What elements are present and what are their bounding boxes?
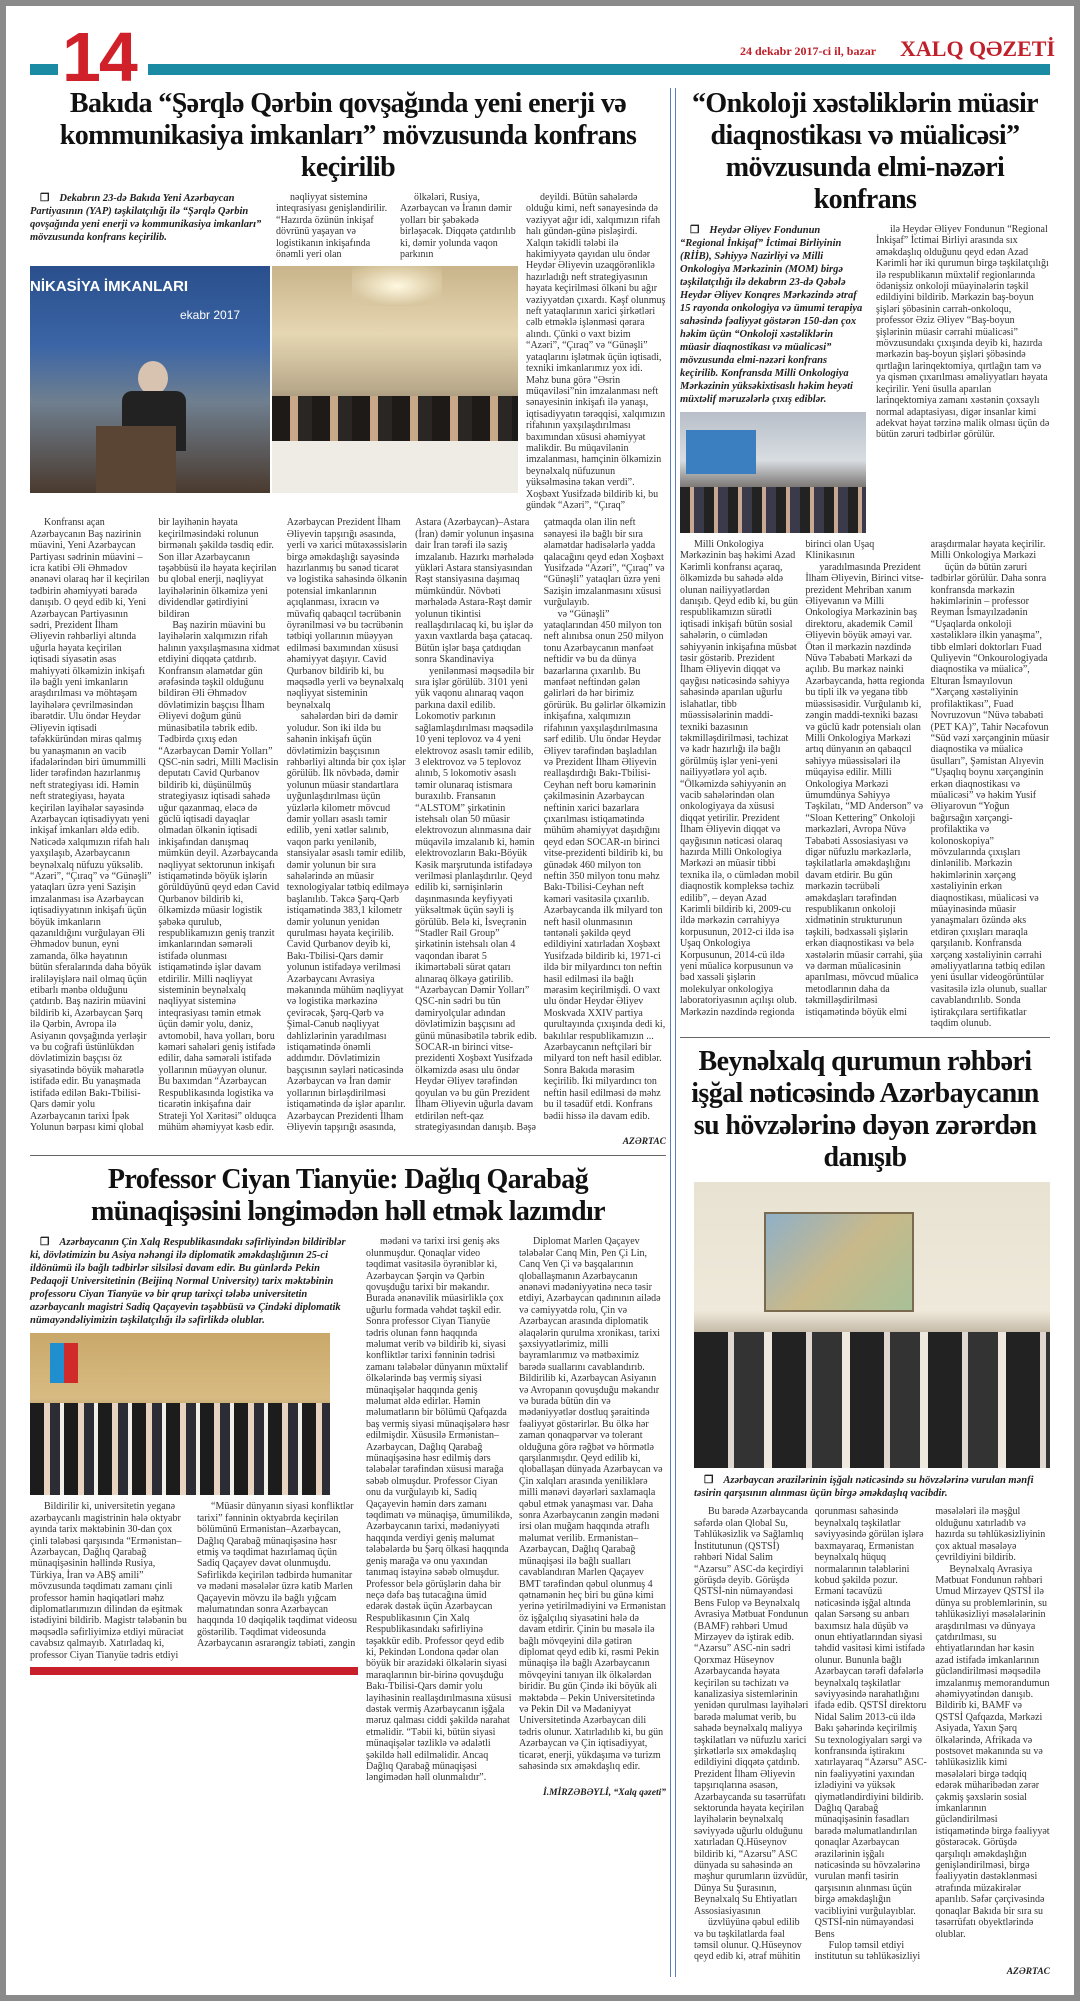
paragraph: və “Günəşli” yataqlarından 450 milyon ton neft alınıbsa onun 250 milyon tonu Azərbaycanın mənfəət neftidir və bu da dünya bazarlarına çıxarılıb. Bu mənfəət neftindən gələn gəlirləri də hər birimiz görürük. Bu gəlirlər ölkəmizin inkişafına, xalqımızın rifahının yaxşılaşdırılmasına sərf edilib. Ulu öndər Heydər Əliyev tərəfindən başladılan və Prezident İlham Əliyevin reallaşdırdığı Bakı-Tbilisi-Ceyhan neft boru kəmərinin çəkilməsinin Azərbaycan neftinin xarici bazarlara çıxarılması istiqamətində mühüm əhəmiyyət daşıdığını qeyd edən SOCAR-ın birinci vitse-prezidenti bildirib ki, bu günədək 460 milyon ton neftin 350 milyon tonu məhz Bakı-Tbilisi-Ceyhan neft kəməri vasitəsilə çıxarılıb. Azərbaycanda ilk milyard ton neft hasil olunmasının təntənəli şəkildə qeyd edildiyini xatırladan Xoşbəxt Yusifzadə bildirib ki, 1971-ci ildə bir milyardıncı ton neftin hasil edilməsi ilə bağlı mərasim keçirilmişdi. O vaxt ulu öndər Heydər Əliyev Moskvada XXIV partiya qurultayında çıxışında dedi ki, bakılılar respublikamızın ... Azərbaycanın neftçiləri bir milyard ton neft hasil ediblər. Sonra Bakıda mərasim keçirilib. İki milyardıncı ton neftin hasil edilməsi də məhz bu il təsadüf etdi. Konfrans bədii hissə ilə davam edib.	[543, 608, 666, 1122]
chandelier	[352, 266, 442, 306]
article1-title: Bakıda “Şərqlə Qərbin qovşağında yeni enerji və kommunikasiya imkanları” mövzusunda konfrans keçirilib	[59, 88, 637, 183]
paragraph: ilə Heydər Əliyev Fondunun “Regional İnkişaf” İctimai Birliyi arasında sıx əməkdaşlıq olduğunu qeyd edən Azad Kərimli hər iki qurumun birgə təşkilatçılığı ilə respublikanın müxtəlif regionlarında ödənişsiz onkoloji müayinələrin təşkil edildiyini bildirib. Mərkəzin baş-boyun şişləri şöbəsinin cərrah-onkoloqu, professor Əziz Əliyev “Baş-boyun şişlərinin müasir cərrahi müalicəsi” mövzusundakı çıxışında deyib ki, hazırda mərkəzin baş-boyun şişləri şöbəsində qırtlağın larinqektomiya, qırtlağın tam və ya qismən çıxarılması əməliyyatları həyata keçirilir. Yeni üsulla aparılan larinqektomiya zamanı xəstənin çoxsaylı normal adaptasiyası, digər insanlar kimi adekvat həyat tərzinə malik olması üçün də bütün zəruri tədbirlər görülür.	[876, 224, 1050, 441]
paragraph: üzvlüyünə qəbul edilib və bu təşkilatlarda fəal təmsil olunur. Q.Hüseynov qeyd edib ki, ətraf mühitin qorunması sahəsində beynəlxalq təşkilatlar səviyyəsində görülən işlərə baxmayaraq, Ermənistan beynəlxalq hüquq normalarının tələblərini kobud şəkildə pozur. Erməni təcavüzü nəticəsində işğal altında qalan Sərsəng su anbarı baxımsız hala düşüb və onun ehtiyatlarından siyasi təhdid vasitəsi kimi istifadə olunur. Bununla bağlı Azərbaycan tərəfi dəfələrlə beynəlxalq təşkilatlar səviyyəsində narahatlığını ifadə edib. QSTSİ direktoru Nidal Salim 2013-cü ildə Bakı şəhərində keçirilmiş Su texnologiyaları sərgi və konfransında iştirakını xatırlayaraq “Azərsu” ASC-nin fəaliyyətini yaxından izlədiyini və yüksək qiymətləndirdiyini bildirib. Dağlıq Qarabağ münaqişəsinin fəsadları barədə məlumatlandırılan qonaqlar Azərbaycan ərazilərinin işğalı nəticəsində su hövzələrinə vurulan mənfi təsirin qarşısının alınması üçün birgə əməkdaşlığın vacibliyini vurğulayıblar. QSTSİ-nin nümayəndəsi Bens	[694, 1506, 927, 1963]
article1-top-left	[30, 192, 518, 511]
divider	[30, 1155, 666, 1156]
paragraph: Bildirilir ki, universitetin yeganə azərbaycanlı magistrinin hələ oktyabr ayında tarix məktəbinin 30-dan çox çinli tələbəsi qarşısında “Ermənistan–Azərbaycan, Dağlıq Qarabağ münaqişəsinin həllində Rusiya, Türkiya, İran və ABŞ amili” mövzusunda təqdimatı zamanı çinli professor həmin həqiqətləri məhz diplomatlarımızın dilindən də eşitmək istədiyini bildirib. Magistr tələbənin bu məqsədlə səfirliyimizə etdiyi müraciət cavabsız qalmayıb. Xatırladaq ki, professor Ciyan Tianyüe tədris etdiyi	[30, 1501, 187, 1661]
article2-top-left	[680, 224, 866, 533]
podium	[96, 426, 176, 493]
paragraph: nəqliyyat sisteminə inteqrasiyası genişləndirilir. “Hazırda özünün inkişaf dövrünü yaşayan və logistikanın inkişafında önəmli yeri olan	[276, 192, 388, 261]
article3-signature: AZƏRTAC	[1006, 1966, 1050, 1977]
article1-lead-row	[30, 192, 518, 260]
article2-body	[680, 539, 1050, 1029]
paragraph: üçün də bütün zəruri tədbirlər görülür. Daha sonra konfransda mərkəzin həkimlərinin – professor Reyman İsmayılzadənin “Uşaqlarda onkoloji xəstəliklərə ilkin yanaşma”, tibb elmləri doktorları Fuad Quliyevin “Onkourologiyada diaqnostika və müalicə”, Elturan İsmayılovun “Xərçəng xəstəliyinin profilaktikası”, Fuad Novruzovun “Nüvə təbabəti (PET KA)”, Tahir Nəcəfovun “Süd vəzi xərçənginin müasir diaqnostika və müalicə üsulları”, Şəmistan Alıyevin “Uşaqlıq boynu xərçənginin erkən diaqnostikası və müalicəsi” və həkim Yusif Əliyarovun “Yoğun bağırsağın xərçəngi-profilaktika və kolonoskopiya” mövzularında çıxışları dinlənilib. Mərkəzin həkimlərinin xərçəng xəstəliyinin erkən diaqnostikası, müalicəsi və müayinəsində müasir yanaşmaları özündə əks etdirən çıxışları maraqla qarşılanıb. Konfransda xərçəng xəstəliyinin cərrahi əməliyyatlarına tətbiq edilən yeni üsullar videogörüntülər vasitəsilə izlə olunub, suallar cavablandırılıb. Sonda iştirakçılara sertifikatlar təqdim olunub.	[930, 561, 1050, 1030]
audience	[680, 487, 866, 533]
article2-photo	[680, 412, 866, 533]
paragraph: yenilənməsi məqsədilə bir sıra işlər görülüb. 3101 yeni yük vaqonu alınaraq vaqon parkına daxil edilib. Lokomotiv parkının sağlamlaşdırılması məqsədilə 10 yeni teplovoz və 4 yeni elektrovoz əsaslı təmir edilib, 3 elektrovoz və 5 teplovoz alınıb, 5 lokomotiv əsaslı təmir olunaraq istismara buraxılıb. Fransanın “ALSTOM” şirkətinin istehsalı olan 50 müasir elektrovozun alınmasına dair müqavilə imzalanıb ki, həmin elektrovozların Bakı-Böyük Kəsik marşrutunda istifadəyə verilməsi planlaşdırılır. Qeyd edilib ki, sərnişinlərin daşınmasında keyfiyyəti yüksəltmək üçün səyli iş görülüb. Belə ki, İsveçrənin “Stadler Rail Group” şirkətinin istehsalı olan 4 vaqondan ibarət 5 ikimərtəbəli sürət qatarı alınaraq ölkəyə gətirilib. “Azərbaycan Dəmir Yolları” QSC-nin sədri bu tün dəmiryolçular adından dövlətimizin başçısını ad günü münasibətilə təbrik edib. SOCAR-ın birinci vitse-prezidenti Xoşbəxt Yusifzadə ölkəmizdə əsası ulu öndər Heydər Əliyev tərəfindən qoyulan və bu gün Prezident İlham Əliyevin uğurla davam etdirilən neft-qaz strategiyasından danışıb. Bəşə çatmaqda olan ilin neft sənayesi ilə bağlı bir sıra əlamətdar hadisələrlə yadda qalacağını qeyd edən Xoşbəxt Yusifzadə “Azəri”, “Çıraq” və “Günəşli” yataqları üzrə yeni Sazişin imzalanmasını xüsusi vurğulayıb.	[415, 517, 665, 1133]
bullet-icon: ❒	[690, 225, 700, 236]
article1	[30, 88, 666, 1147]
issue-date: 24 dekabr 2017-ci il, bazar	[740, 44, 877, 58]
paragraph: mədəni və tarixi irsi geniş əks olunmuşdur. Qonaqlar video təqdimat vasitəsilə öyrəniblər ki, Azərbaycan Şərqin və Qərbin qovuşduğu tarixi bir məkandır. Burada ənənəvilik müasirliklə çox uğurlu formada vəhdət təşkil edir. Sonra professor Ciyan Tianyüe tədris olunan fənn haqqında məlumat verib və bildirib ki, siyasi konfliktlər tarixi fənninin tədrisi zamanı tələbələr dünyanın müxtəlif ölkələrində baş vermiş siyasi münaqişələr haqqında geniş məlumat əldə edirlər. Həmin məlumatların bir bölümü Qafqazda baş vermiş siyasi münaqişələrə həsr edilmişdir. Xüsusilə Ermənistan–Azərbaycan, Dağlıq Qarabağ münaqişəsinə həsr edilmiş dərs tələbələr tərəfindən xüsusi marağa səbəb olmuşdur. Professor Ciyan onu da vurğulayıb ki, Sadiq Qaçayevin həmin dərs zamanı təqdimatı və münaqişə, ümumilikdə, Azərbaycanın tarixi, mədəniyyəti haqqında verdiyi geniş məlumat tələbələrdə bu Şərq ölkəsi haqqında geniş marağa və onu yaxından tanımaq istəyinə səbəb olmuşdur. Professor belə görüşlərin daha bir neçə dəfə baş tutacağına ümid edərək dəstək üçün Azərbaycan Respublikasının Çin Xalq Respublikasındakı səfirliyinə təşəkkür edib. Professor qeyd edib ki, Pekindən Londona qədər olan böyük bir ərazidəki ölkələrin siyasi maraqlarının bir-birinə qovuşduğu Bakı-Tbilisi-Qars dəmir yolu layihəsinin reallaşdırılmasına xüsusi dəstək vermiş Azərbaycanın işğala məruz qalması ciddi şəkildə narahat etməlidir. “Təbii ki, bütün siyasi münaqişələr təzliklə və ədalətli şəkildə həll edilməlidir. Ancaq Dağlıq Qarabağ münaqişəsi ləngimədən həll olunmalıdır”.	[366, 1236, 513, 1784]
article4-signature: İ.MİRZƏBƏYLİ, “Xalq qəzeti”	[543, 1787, 666, 1798]
group-of-people	[694, 1332, 1050, 1468]
article4-left	[30, 1236, 358, 1798]
tables	[272, 441, 518, 493]
article4-grid	[30, 1236, 666, 1798]
masthead-logo: XALQ QƏZETİ	[900, 36, 1056, 61]
paragraph: “Müasir dünyanın siyasi konfliktlər tarixi” fənninin oktyabrda keçirilən bölümünü Ermənistan–Azərbaycan, Dağlıq Qarabağ münaqişəsinə həsr etmiş və təqdimat hazırlamaq üçün Sadiq Qaçayev dəvət olunmuşdu. Səfirlikdə keçirilən tədbirdə humanitar və mədəni məsələlər üzrə katib Marlen Qaçayevin mövzu ilə bağlı yığcam məlumatından sonra Azərbaycan haqqında 10 dəqiqəlik təqdimat videosu göstərilib. Təqdimat videosunda Azərbaycanın əsrarəngiz təbiəti, zəngin	[197, 1501, 357, 1650]
speaker-head	[138, 361, 168, 395]
article4-right	[366, 1236, 666, 1798]
column-divider	[670, 88, 676, 1977]
article4-left-cols	[30, 1501, 358, 1661]
paragraph: yaradılmasında Prezident İlham Əliyevin, Birinci vitse-prezident Mehriban xanım Əliyevanın və Milli Onkologiya Mərkəzinin baş direktoru, akademik Cəmil Əliyevin böyük əməyi var. Ötən il mərkəzin nəzdində Nüvə Təbabəti Mərkəzi də açılıb. Bu mərkəz nəinki Azərbaycanda, hətta regionda bu tipli ilk və yeganə tibb müəssisəsidir. Vurğulanıb ki, zəngin maddi-texniki bazası və güclü kadr potensialı olan Milli Onkologiya Mərkəzi artıq dünyanın ən qabaqcıl səhiyyə müəssisələri ilə müqayisə edilir. Milli Onkologiya Mərkəzi ümumdünya Səhiyyə Təşkilatı, “MD Anderson” və “Sloan Kettering” Onkoloji mərkəzləri, Avropa Nüvə Təbabəti Assosiasiyası və digər nüfuzlu mərkəzlərlə, təşkilatlarla əməkdaşlığını davam etdirir. Bu gün mərkəzin təcrübəli əməkdaşları tərəfindən respublikanın onkoloji xidmətinin strukturunun təşkili, bədxassəli şişlərin erkən diaqnostikası və belə xəstələrin müasir cərrahi, şüa və dərman müalicəsinin aparılması, mövcud müalicə metodlarının daha da təkmilləşdirilməsi istiqamətində böyük elmi araşdırmalar həyata keçirilir. Milli Onkologiya Mərkəzi	[805, 539, 1046, 1018]
paragraph: Diplomat Marlen Qaçayev tələbələr Canq Min, Pen Çi Lin, Canq Ven Çi və başqalarının qloballaşmanın Azərbaycanın ənənəvi mədəniyyətinə necə təsir etdiyi, Azərbaycan qadınının ailədə və cəmiyyətdə rolu, Çin və Azərbaycan arasında diplomatik əlaqələrin qurulma xronikası, tarixi şəxsiyyətlərimiz, milli bayramlarımız və mətbəximiz barədə suallarını cavablandırıb. Bildirilib ki, Azərbaycan Asiyanın və Avropanın qovuşduğu məkandır və burada bütün din və mədəniyyətlər dostluq şəraitində fəaliyyət göstərirlər. Bu ölkə hər zaman qonaqpərvər və tolerant olduğuna görə rəğbət və hörmətlə qarşılanmışdır. Qeyd edilib ki, qloballaşan dünyada Azərbaycan və Çin xalqları arasında yeniliklərə milli mənəvi dəyərləri saxlamaqla qəbul etmək yanaşması var. Daha sonra Azərbaycanın zəngin mədəni irsi olan muğam haqqında ətraflı məlumat verilib. Ermənistan–Azərbaycan, Dağlıq Qarabağ münaqişəsi ilə bağlı sualları cavablandıran Marlen Qaçayev BMT tərəfindən qəbul olunmuş 4 qətnamənin heç biri bu günə kimi yerinə yetirilmədiyini və Ermənistan öz işğalçılıq siyasətini hələ də davam etdirir. Çinin bu məsələ ilə bağlı mövqeyini dilə gətirən diplomat qeyd edib ki, rəsmi Pekin münaqişə ilə bağlı Azərbaycanın mövqeyini tanıyan ilk ölkələrdən biridir. Bu gün Çində iki böyük ali məktəbdə – Pekin Universitetində və Pekin Dil və Mədəniyyət Universitetində Azərbaycan dili tədris olunur. Xatırladılıb ki, bu gün Azərbaycan və Çin iqtisadiyyat, ticarət, enerji, yükdaşıma və turizm sahəsində sıx əməkdaşlıq edir.	[519, 1236, 666, 1772]
paragraph: Beynəlxalq Avrasiya Mətbuat Fondunun rəhbəri Umud Mirzəyev QSTSİ ilə dünya su problemlərinin, su təhlükəsizliyi məsələlərinin araşdırılması və dünyaya çatdırılması, su ehtiyatlarından hər kəsin azad istifadə imkanlarının gücləndirilməsi məqsədilə imzalanmış memorandumun əhəmiyyətindən danışıb. Bildirib ki, BAMF və QSTSİ Qafqazda, Mərkəzi Asiyada, Yaxın Şərq ölkələrində, Afrikada və postsovet məkanında su və təhlükəsizlik kimi məsələləri birgə tədqiq edərək müharibədən zərər çəkmiş şəxslərin sosial imkanlarının gücləndirilməsi istiqamətində birgə fəaliyyət göstərəcək. Görüşdə qarşılıqlı əməkdaşlığın genişləndirilməsi, birgə fəaliyyətin dəstəklənməsi ətrafında müzakirələr aparılıb. Səfər çərçivəsində qonaqlar Bakıda bir sıra su təsərrüfatı obyektlərində olublar.	[935, 1563, 1050, 1940]
bullet-icon: ❒	[40, 1237, 50, 1249]
article3	[680, 1046, 1050, 1976]
flag-china	[64, 1343, 78, 1383]
photo-date-text: ekabr 2017	[180, 308, 241, 323]
article3-photo	[694, 1182, 1050, 1468]
bullet-icon: ❒	[704, 1475, 714, 1487]
paragraph: Bu barədə Azərbaycanda səfərdə olan Qlobal Su, Təhlükəsizlik və Sağlamlıq İnstitutunun (QSTSİ) rəhbəri Nidal Salim “Azərsu” ASC-də keçirdiyi görüşdə deyib. Görüşdə QSTSİ-nin nümayəndəsi Bens Fulop və Beynəlxalq Avrasiya Mətbuat Fondunun (BAMF) rəhbəri Umud Mirzəyev də iştirak edib. “Azərsu” ASC-nin sədri Qorxmaz Hüseynov Azərbaycanda həyata keçirilən su təchizatı və kanalizasiya sistemlərinin yenidən qurulması layihələri barədə məlumat verib, bu sahədə beynəlxalq maliyyə təşkilatları və nüfuzlu xarici şirkətlərlə sıx əməkdaşlıq edildiyini diqqətə çatdırıb. Prezident İlham Əliyevin tapşırıqlarına əsasən, Azərbaycanda su təsərrüfatı sektorunda həyata keçirilən layihələrin beynəlxalq səviyyədə uğurlu olduğunu xatırladan Q.Hüseynov bildirib ki, “Azərsu” ASC dünyada su sahəsində ən məşhur qurumların üzvüdür, Dünya Su Şurasının, Beynəlxalq Su Ehtiyatları Assosiasiyasının	[694, 1506, 809, 1917]
article2-top	[680, 224, 1050, 533]
article4-photo	[30, 1333, 330, 1495]
paragraph: Milli Onkologiya Mərkəzinin baş həkimi Azad Kərimli konfransı açaraq, ölkəmizdə bu sahədə əldə olunan nailiyyətlərdən danışıb. Qeyd edib ki, bu gün respublikamızın sürətli iqtisadi inkişafı bütün sosial sahələrin, o cümlədən səhiyyənin inkişafına müsbət təsir göstərib. Prezident İlham Əliyevin diqqət və qayğısı nəticəsində səhiyyə sahəsində aparılan uğurlu islahatlar, tibb müəssisələrinin maddi-texniki bazasının təkmilləşdirilməsi, təchizat və kadr hazırlığı ilə bağlı görülmüş işlər yeni-yeni nailiyyətlərə yol açıb. “Ölkəmizdə səhiyyənin ən vacib sahələrindən olan onkologiyaya da xüsusi diqqət yetirilir. Prezident İlham Əliyevin diqqət və qayğısının nəticəsi olaraq hazırda Milli Onkologiya Mərkəzi ən müasir tibbi texnika ilə, o cümlədən mobil diaqnostik kompleksə təchiz edilib”, – deyən Azad Kərimli bildirib ki, 2009-cu ildə mərkəzin cərrahiyyə korpusunun, 2012-ci ildə isə Uşaq Onkologiya Korpusunun, 2014-cü ildə yeni müalicə korpusunun və bəd xassəli şişlərin molekulyar onkologiya laboratoriyasının açılışı olub. Mərkəzin nəzdində regionda birinci olan Uşaq Klinikasının	[680, 539, 875, 1018]
article2-title: “Onkoloji xəstəliklərin müasir diaqnostikası və müalicəsi” mövzusunda elmi-nəzəri konfrans	[691, 88, 1038, 215]
wall-map	[764, 1212, 914, 1312]
article1-top-col	[526, 192, 666, 511]
article3-caption-text: Azərbaycan ərazilərinin işğalı nəticəsində su hövzələrinə vurulan mənfi təsirin qarşısının alınması üçün birgə əməkdaşlıq vacibdir.	[694, 1475, 1034, 1500]
article1-photos	[30, 266, 518, 493]
divider	[680, 1037, 1050, 1038]
article1-top	[30, 192, 666, 511]
paragraph: Konfransı açan Azərbaycanın Baş nazirinin müavini, Yeni Azərbaycan Partiyası sədrinin müavini – icra katibi Əli Əhmədov ənənəvi olaraq hər il keçirilən tədbirin əhəmiyyəti barədə danışıb. O qeyd edib ki, Yeni Azərbaycan Partiyasının sədri, Prezident İlham Əliyevin rəhbərliyi altında uğurla həyata keçirilən iqtisadi siyasətin əsas mahiyyəti ölkəmizin inkişafı ilə bağlı yeni imkanların araşdırılması və möhtəşəm layihələrə çevrilməsindən ibarətdir. Ulu öndər Heydər Əliyevin iqtisadi təfəkküründən miras qalmış bu yanaşmanın ən vacib ifadələrindən biri ümummilli lider tərəfindən hazırlanmış neft strategiyası idi. Həmin neft strategiyası, həyata keçirilən layihələr sayəsində Azərbaycan iqtisadiyyatı yeni inkişaf imkanları əldə edib. Nəticədə xalqımızın rifah halı yaxşılaşıb, Azərbaycanın beynəlxalq nüfuzu yüksəlib. “Azəri”, “Çıraq” və “Günəşli” yataqları üzrə yeni Sazişin imzalanması isə Azərbaycan iqtisadiyyatının inkişafı üçün böyük imkanların qazanıldığını vurğulayan Əli Əhmədov bunun, eyni zamanda, ölkə həyatının bütün sferalarında daha böyük irəliləyişlərə nail olmaq üçün etibarlı mənbə olduğunu çatdırıb. Baş nazirin müavini bildirib ki, Azərbaycan Şərq ilə Qərbin, Avropa ilə Asiyanın qovşağında yerləşir və bu coğrafi üstünlükdən dövlətimizin başçısı öz siyasətində böyük məharətlə istifadə edir. Bu yanaşmada istifadə edilən Bakı-Tbilisi-Qars dəmir yolu Azərbaycanın tarixi İpək Yolunun bərpası kimi qlobal bir layihənin həyata keçirilməsindəki rolunun birmənalı şəkildə təsdiq edir. Son illər Azərbaycanın təşəbbüsü ilə həyata keçirilən bu qlobal enerji, nəqliyyat layihələrinin ölkəmizə yeni dividendlər gətirdiyini bildirən	[30, 517, 277, 1133]
article4-lead	[30, 1236, 358, 1327]
paragraph: Baş nazirin müavini bu layihələrin xalqımızın rifah halının yaxşılaşmasına xidmət etdiyini diqqətə çatdırıb. Konfransın əlamətdar gün ərəfəsində təşkil olduğunu bildirən Əli Əhmədov dövlətimizin başçısı İlham Əliyevi doğum günü münasibətilə təbrik edib. Tədbirdə çıxış edən “Azərbaycan Dəmir Yolları” QSC-nin sədri, Milli Məclisin deputatı Cavid Qurbanov bildirib ki, düşünülmüş strategiyasız iqtisadi sahədə uğur qazanmaq, eləcə də güclü iqtisadi dayaqlar olmadan ölkənin iqtisadi inkişafından danışmaq mümkün deyil. Azərbaycanda nəqliyyat sektorunun inkişafı istiqamətində böyük işlərin görüldüyünü qeyd edən Cavid Qurbanov bildirib ki, ölkəmizdə müasir logistik şəbəkə qurulub, respublikamızın geniş tranzit imkanlarından səmərəli istifadə olunması istiqamətində işlər davam etdirilir. Milli nəqliyyat sisteminin beynəlxalq nəqliyyat sisteminə inteqrasiyası təmin etmək üçün dəmir yolu, dəniz, avtomobil, hava yolları, boru kəməri sahələri geniş istifadə edilir, daha səmərəli istifadə yollarının müəyyən olunur. Bu baxımdan “Azərbaycan Respublikasında logistika və ticarətin inkişafına dair Strateji Yol Xəritəsi” olduqca mühüm əhəmiyyət kəsb edir. Azərbaycan Prezident İlham Əliyevin tapşırığı əsasında, yerli və xarici mütəxəssislərin birgə əməkdaşlığı sayəsində hazırlanmış bu sənəd ticarət və logistika sahəsində ölkənin potensial imkanlarının açıqlanması, ixracın və müvafiq qabaqcıl təcrübənin öyrənilməsi və bu təcrübənin tətbiqi yollarının müəyyən edilməsi baxımından xüsusi əhəmiyyət daşıyır. Cavid Qurbanov bildirib ki, bu məqsədlə yerli və beynəlxalq nəqliyyat sisteminin beynəlxalq	[158, 517, 408, 1133]
article1-signature: AZƏRTAC	[622, 1137, 666, 1148]
article2	[680, 88, 1050, 1029]
article2-top-col	[876, 224, 1050, 533]
article2-lead	[680, 224, 866, 406]
article1-lead	[30, 192, 268, 260]
paragraph: sahələrdən biri də dəmir yoludur. Son iki ildə bu sahənin inkişafı üçün dövlətimizin başçısının rəhbərliyi altında bir çox işlər görülüb. İlk növbədə, dəmir yolunun müasir standartlara uyğunlaşdırılması üçün yüzlərlə kilometr mövcud dəmir yolları əsaslı təmir edilib, yeni xətlər salınıb, vaqon parkı yenilənib, stansiyalar əsaslı təmir edilib, dəmir yolunun bir sıra sahələrində ən müasir texnologiyalar tətbiq edilməyə başlanılıb. Təkcə Şərq-Qərb istiqamətində 383,1 kilometr dəmir yolunun yenidən qurulması həyata keçirilib. Cavid Qurbanov deyib ki, Bakı-Tbilisi-Qars dəmir yolunun istifadəyə verilməsi Azərbaycanı Avrasiya məkanında mühüm nəqliyyat və logistika mərkəzinə çevirəcək, Şərq-Qərb və Şimal-Cənub nəqliyyat dəhlizlərinin yaradılması istiqamətində önəmli addımdır. Dövlətimizin başçısının səyləri nəticəsində Azərbaycan və İran dəmir yollarının birləşdirilməsi istiqamətində də işlər aparılır. Azərbaycan Prezidenti İlham Əliyevin tapşırığı əsasında, Astara (Azərbaycan)–Astara (İran) dəmir yolunun inşasına dair İran tərəfi ilə saziş imzalanıb. Hazırkı mərhələdə yükləri Astara stansiyasından Rəşt stansiyasına daşımaq mümkündür. Növbəti mərhələdə Astara-Rəşt dəmir yolunun tikintisi reallaşdırılacaq ki, bu işlər də yaxın vaxtlarda başa çatacaq. Bütün işlər başa çatdıqdan sonra Skandinaviya	[286, 517, 534, 1133]
article4	[30, 1164, 666, 1798]
paragraph: Fulop təmsil etdiyi institutun su təhlükəsizliyi məsələləri ilə məşğul olduğunu xatırladıb və hazırda su təhlükəsizliyinin çox aktual məsələyə çevrildiyini bildirib.	[814, 1506, 1046, 1963]
accent-bar	[30, 1667, 358, 1675]
article1-photo-speaker	[30, 266, 270, 493]
group-of-people	[30, 1403, 330, 1495]
article4-right-cols	[366, 1236, 666, 1784]
article4-lead-text: Azərbaycanın Çin Xalq Respublikasındakı səfirliyindən bildiriblər ki, dövlətimizin bu Asiya nəhəngi ilə diplomatik əməkdaşlığının 25-ci ildönümü ilə bağlı tədbirlər silsiləsi davam edir. Bu günlərdə Pekin Pedaqoji Universitetinin (Beijinq Normal University) tarix məktəbinin professoru Ciyan Tianyüe və bir qrup tarixçi tələbə universitetin azərbaycanlı magistri Sadiq Qaçayevin təşəbbüsü və Çindəki diplomatik nümayəndəliyimizin təşkilatçılığı ilə səfirlikdə olublar.	[30, 1237, 346, 1327]
article1-body	[30, 517, 666, 1133]
article1-photo-audience	[272, 266, 518, 493]
article3-caption	[694, 1474, 1050, 1500]
article1-lead-text: Dekabrın 23-də Bakıda Yeni Azərbaycan Partiyasının (YAP) təşkilatçılığı ilə “Şərqlə Qərbin qovşağında yeni enerji və kommunikasiya imkanları” mövzusunda konfrans keçirilib.	[30, 193, 262, 243]
flag-azerbaijan	[50, 1343, 64, 1383]
left-stack	[30, 88, 666, 1798]
article3-body	[694, 1506, 1050, 1962]
paragraph: deyildi. Bütün sahələrdə olduğu kimi, neft sənayesində də vəziyyət ağır idi, xalqımızın rifah halı gündən-günə pisləşirdi. Xalqın təkidli tələbi ilə hakimiyyətə qayıdan ulu öndər Heydər Əliyevin uzaqgörənliklə hazırladığı neft strategiyasının həyata keçirilməsi ölkəni bu ağır vəziyyətdən çıxardı. Kəşf olunmuş neft yataqlarının xarici şirkətləri cəlb etməklə işlənməsi qərara alındı. Çünki o vaxt bizim “Azəri”, “Çıraq” və “Günəşli” yataqlarını işlətmək üçün iqtisadi, texniki imkanlarımız yox idi. Məhz buna görə “Əsrin müqaviləsi”nin imzalanması neft sənayesinin inkişafı ilə yanaşı, iqtisadiyyatın tərəqqisi, xalqımızın rifahının yaxşılaşdırılması baxımından xüsusi əhəmiyyət malikdir. Bu müqavilənin imzalanması, hamçinin ölkəmizin beynəlxalq nüfuzunun yüksəlməsinə təkan verdi”. Xoşbəxt Yusifzadə bildirib ki, bu gündək “Azəri”, “Çıraq”	[526, 192, 666, 511]
photo-banner-text: NİKASİYA İMKANLARI	[30, 278, 189, 296]
bullet-icon: ❒	[40, 193, 50, 204]
article3-title: Beynəlxalq qurumun rəhbəri işğal nəticəsində Azərbaycanın su hövzələrinə dəyən zərərdən danışıb	[691, 1046, 1039, 1174]
right-stack	[680, 88, 1050, 1977]
article4-title: Professor Ciyan Tianyüe: Dağlıq Qarabağ münaqişəsini ləngimədən həll etmək lazımdır	[91, 1164, 605, 1228]
projection-screen	[686, 430, 756, 474]
article2-lead-text: Heydər Əliyev Fondunun “Regional İnkişaf” İctimai Birliyinin (RİİB), Səhiyyə Nazirliyi və Milli Onkologiya Mərkəzinin (MOM) birgə təşkilatçılığı ilə dekabrın 23-də Qəbələ Heydər Əliyev Konqres Mərkəzində ətraf 15 rayonda onkologiya və ümumi terapiya sahəsində fəaliyyət göstərən 150-dən çox həkim üçün “Onkoloji xəstəliklərin müasir diaqnostikası və müalicəsi” mövzusunda elmi-nəzəri konfrans keçirilib. Konfransda Milli Onkologiya Mərkəzinin yüksəkixtisaslı həkim heyəti müxtəlif məruzələrlə çıxış ediblər.	[680, 225, 863, 405]
article1-top-cols	[276, 192, 518, 260]
paragraph: ölkələri, Rusiya, Azərbaycan və İranın dəmir yolları bir şəbəkədə birləşəcək. Diqqətə çatdırılıb ki, dəmir yolunda vaqon parkının	[400, 192, 516, 261]
page-number: 14	[62, 18, 136, 96]
